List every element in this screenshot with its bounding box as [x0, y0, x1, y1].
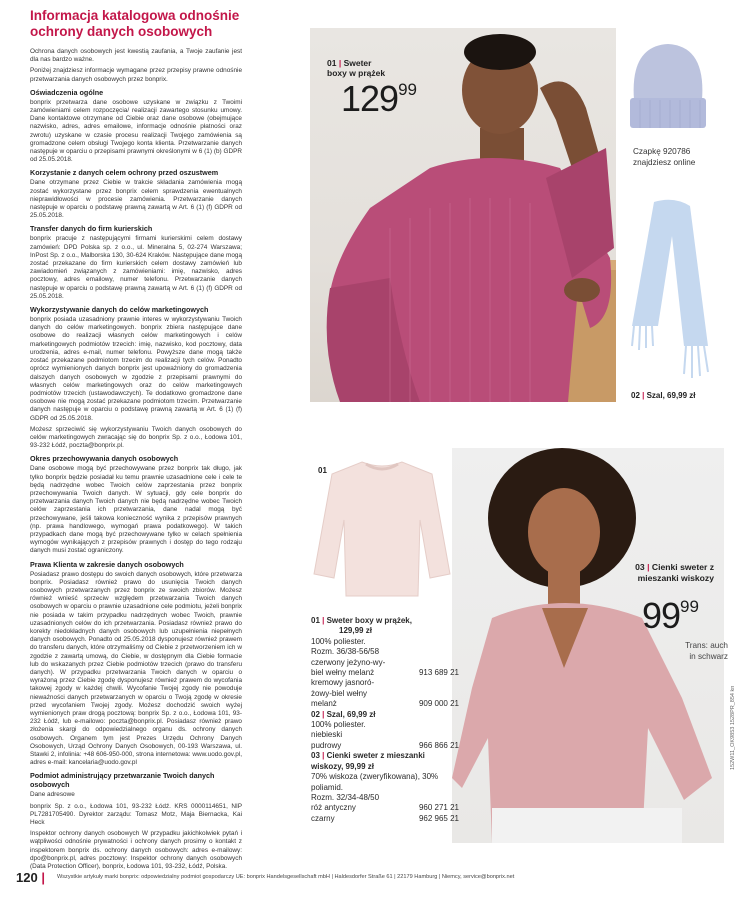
scarf-image	[624, 196, 724, 382]
item-title: Szal, 69,99 zł	[326, 709, 376, 719]
footer-legal-text: Wszystkie artykuły marki bonprix: odpowiedzialny podmiot gospodarczy UE: bonprix Handelsgesellschaft mbH | Haldesdorfer Straße 61 | 22179 Hamburg | Niemcy, service@bonprix.net	[56, 874, 515, 880]
item-number: 01	[311, 616, 320, 625]
section	[30, 803, 242, 828]
section-text: bonprix przetwarza dane osobowe uzyskane w związku z Twoimi zamówieniami celem rozpoczęcia/ realizacji zawartego stosunku umowy. Dane kontaktowe otrzymane od Ciebie oraz dane osobowe (obejmujące nazwisko, adres, adres emailowe, informacje odnośnie płatności oraz zwrotu) uzyskane w czasie procesu realizacji Twojego zamówienia są gromadzone celem obsługi Twojego konta klienta. Przetwarzanie danych następuje w oparciu o przepisami prawnymi określonymi w 6 (1) (b) GDPR od 25.05.2018.	[30, 98, 242, 164]
section	[30, 224, 242, 301]
item-sizes: Rozm. 32/34-48/50	[311, 792, 380, 802]
item-name: Sweter boxy w prążek	[327, 58, 386, 78]
item-sizes: Rozm. 36/38-56/58	[311, 647, 380, 657]
spec-item-heading: 01 | Sweter boxy w prążek,	[311, 616, 412, 625]
section	[30, 454, 242, 555]
item-title: Cienki sweter z mieszanki wiskozy, 99,99 zł	[311, 751, 425, 771]
item-material: 100% poliester.	[311, 636, 366, 646]
article-code: 909 000 21	[418, 699, 459, 709]
color-row	[311, 730, 459, 751]
section-text: Dane otrzymane przez Ciebie w trakcie składania zamówienia mogą zostać wykorzystane przez bonprix celem sprawdzenia ewentualnych nieprawidłowości w procesie zamówienia. Przetwarzanie danych następuje w oparciu o podstawę prawną zawartą w Art. 6 (1) (f) GDPR od 25.05.2018.	[30, 179, 242, 220]
price-cents: 99	[680, 597, 699, 616]
article-code: 960 271 21	[418, 803, 459, 813]
spec-item-heading: 02 | Szal, 69,99 zł	[311, 709, 376, 719]
section-text: Posiadasz prawo dostępu do swoich danych osobowych, które przetwarza bonprix. Posiadasz również prawo do usunięcia Twoich danych osobowych przetwarzanych przez bonprix ze swoich zbiorów. Możesz również wnieść sprzeciw względem przetwarzania Twoich danych osobowych w oparciu o prawnie uzasadnione cele podmiotu, jeżeli bonprix nie posiada w takim przypadku nadrzędnych wobec Twoich, prawnie uzasadnionych celów do ich przetwarzania. Posiadasz również prawo do korekty niedokładnych danych osobowych lub uzupełnienia niepełnych danych osobowych. Ponadto od 25.05.2018 dysponujesz również prawem do transferu danych, które otrzymaliśmy od Ciebie z przetworzeniem ich w zgodzie z zawartą umową, do Ciebie, w dostępnym dla Ciebie formacie lub do wskazanych przez Ciebie podmiotów trzecich (prawo do transferu danych). W przypadku przetwarzania Twoich danych w oparciu o wyrażoną przez Ciebie zgodę dysponujesz również prawem do wycofania takowej zgody w każdej chwili. Wycofanie Twojej zgody nie powoduje nieważności danych przetwarzanych w oparciu o Twoją zgodę w okresie przed wycofaniem Twojej zgody. Możesz dochodzić swoich wyżej wymienionych praw drogą pocztową: bonprix Sp. z o.o., Łodowa 101, 93-232 Łódź, lub e-mailowo: poczta@bonprix.pl. Posiadasz również prawo złożenia skargi do odpowiedzialnego organu ds. ochrony danych osobowych. Organem tym jest Prezes Urzędu Ochrony Danych Osobowych, Urząd Ochrony Danych Osobowych, 00-193 Warszawa, ul. Stawki 2, infolinia: +48 606-950-000, strona internetowa: www.uodo.gov.pl, adres e-mail: kancelaria@uodo.gov.pl	[30, 570, 242, 767]
pink-sweater-label: 01 | Sweter boxy w prążek	[327, 58, 386, 78]
article-code: 962 965 21	[418, 813, 459, 823]
price-main: 99	[642, 595, 681, 636]
spec-item-heading: 03 | Cienki sweter z mieszanki wiskozy, 99,99 zł	[311, 751, 425, 771]
color-name: niebieski pudrowy	[311, 730, 343, 750]
section	[30, 168, 242, 220]
item-number: 01	[327, 58, 337, 68]
article-code: 966 866 21	[418, 740, 459, 750]
product-specs	[311, 616, 459, 824]
section	[30, 305, 242, 423]
page-number: 120 |	[16, 869, 45, 885]
item-number: 02	[311, 709, 320, 719]
section-text: bonprix posiada uzasadniony prawnie interes w wykorzystywaniu Twoich danych do celów marketingowych. bonprix zbiera następujące dane osobowe do realizacji własnych celów marketingowych i celów marketingowych podmiotów trzecich: imię, nazwisko, kod pocztowy, data urodzenia, adres e-mail, numer telefonu. Powyższe dane mogą także zostać przekazane podmiotom trzecim do realizacji tych celów. Ponadto oprócz wymienionych danych bonprix jest upoważniony do gromadzenia dalszych danych osobowych w zgodzie z przepisami prawnymi do własnych celów marketingowych oraz do celów marketingowych podmiotów trzecich (ustawodawczych). Te dodatkowo gromadzone dane osobowe nie mogą zostać przekazane podmiotom trzecim. Przetwarzanie danych następuje w oparciu o podstawę prawną zawartą w Art. 6 (1) (f) GDPR od 25.05.2018.	[30, 316, 242, 422]
section	[30, 560, 242, 768]
section-heading: Okres przechowywania danych osobowych	[30, 454, 179, 464]
color-row	[311, 814, 459, 824]
item-number: 03	[311, 751, 320, 761]
price-cents: 99	[398, 80, 417, 99]
price-main: 129	[341, 78, 399, 119]
section-heading: Podmiot administrujący przetwarzanie Twoich danych osobowych	[30, 771, 215, 790]
hair	[464, 34, 536, 70]
item-price: 129,99 zł	[339, 626, 372, 636]
color-name: róż antyczny	[311, 803, 356, 813]
section-text: bonprix pracuje z następującymi firmami kurierskimi celem dostawy zamówień: DPD Polska sp. z o.o., ul. Mineralna 5, 02-274 Warszawa; InPost Sp. z o.o., Malborska 130, 30-624 Kraków. Następujące dane mogą zostać przekazane do firm kurierskich celem dostawy zamówień lub zawiadomień związanych z zamówieniami: imię, nazwisko, adres pocztowy, adres emailowy, numer telefonu. Przetwarzanie danych następuje w oparciu o podstawę prawną zawartą w Art. 6 (1) (f) GDPR od 25.05.2018.	[30, 235, 242, 300]
catalog-code: 152W11_OK9853 1528PR_854 kn	[730, 685, 736, 770]
item-number: 02	[631, 391, 640, 400]
item-name: Szal, 69,99 zł	[646, 391, 696, 400]
item-title: Sweter boxy w prążek,	[326, 616, 412, 625]
translation-note: Trans: auch in schwarz	[685, 641, 728, 661]
face	[528, 488, 600, 576]
section	[30, 771, 242, 799]
item-name: Cienki sweter z mieszanki wiskozy	[637, 562, 714, 583]
page-title: Informacja katalogowa odnośnie ochrony danych osobowych	[30, 8, 240, 39]
section-heading: Transfer danych do firm kurierskich	[30, 224, 153, 234]
color-row	[311, 658, 459, 679]
section-heading: Korzystanie z danych celem ochrony przed oszustwem	[30, 168, 219, 178]
section	[30, 88, 242, 165]
item-material: 100% poliester.	[311, 720, 366, 730]
color-name: kremowy jasnoró-żowy-biel wełny melanż	[311, 678, 375, 709]
article-code: 913 689 21	[418, 668, 459, 678]
item-material: 70% wiskoza (zweryfikowana), 30% poliamid.	[311, 772, 439, 792]
section	[30, 830, 242, 871]
color-name: czarny	[311, 813, 335, 823]
section-text: Możesz sprzeciwić się wykorzystywaniu Twoich danych osobowych do celów marketingowych zwracając się do bonprix Sp. z o.o., Łodowa 101, 93-232 Łódź, poczta@bonprix.pl.	[30, 425, 242, 450]
section	[30, 426, 242, 451]
privacy-info-column	[30, 8, 242, 871]
section-heading: Prawa Klienta w zakresie danych osobowych	[30, 559, 184, 569]
item-number: 03	[635, 562, 645, 572]
rose-sweater-label: 03 | Cienki sweter z mieszanki wiskozy	[635, 562, 714, 583]
page-footer	[16, 868, 736, 886]
flatlay-label: 01	[318, 466, 327, 475]
scarf-label: 02 | Szal, 69,99 zł	[631, 391, 696, 400]
intro-paragraph: Poniżej znajdziesz informacje wymagane przez przepisy prawne odnośnie przetwarzania danych osobowych przez bonprix.	[30, 67, 242, 83]
intro-paragraph: Ochrona danych osobowych jest kwestią zaufania, a Twoje zaufanie jest dla nas bardzo ważne.	[30, 48, 242, 64]
section-text: bonprix Sp. z o.o., Łodowa 101, 93-232 Łódź. KRS 0000114651, NIP PL7281705490. Dyrektor zarządu: Tomasz Motz, Maja Biernacka, Kai Heck	[30, 802, 242, 827]
section-heading: Oświadczenia ogólne	[30, 87, 104, 97]
rose-sweater	[452, 603, 712, 843]
intro	[30, 48, 242, 84]
section-text: Dane osobowe mogą być przechowywane przez bonprix tak długo, jak tylko bonprix będzie posiadał ku temu prawnie uzasadnione cele i cele te będą nadrzędne wobec Twoich celów zaprzestania przez bonprix przechowywania Twoich danych. W sytuacji, gdy cele bonprix do przetwarzania danych Twoich danych nie będą nadrzędne wobec Twoich celów zaprzestania ich przetwarzania, dane nadal mogą być przechowywane, jeśli takowa konieczność wynika z przepisów prawnych (np. prawa handlowego, wymogań prawa podatkowego). W takich przypadkach dane mogą być przechowywane tylko w celach spełnienia wymogów wynikających z przepisów prawnych i dostęp do tego rodzaju danych musi zostać ograniczony.	[30, 465, 242, 555]
section-text: Dane adresowe	[30, 791, 75, 799]
color-row	[311, 678, 459, 709]
cream-sweater-flatlay	[312, 450, 452, 614]
section-heading: Wykorzystywanie danych do celów marketingowych	[30, 305, 209, 315]
section-text: Inspektor ochrony danych osobowych W przypadku jakichkolwiek pytań i wątpliwości odnośnie prywatności i ochrony danych prosimy o kontakt z inspektorem bonprix ds. ochrony danych osobowych: adres e-mailowy: dpo@bonprix.pl, adres pocztowy: Inspektor ochrony danych osobowych (Data Protection Officer), bonprix, Łodowa 101, 93-232, Łódź, Polska.	[30, 830, 242, 871]
color-row	[311, 803, 459, 813]
hat-caption: Czapkę 920786 znajdziesz online	[633, 147, 696, 167]
pink-sweater-price	[341, 78, 417, 120]
beanie-hat-image	[620, 38, 716, 138]
rose-sweater-price	[642, 595, 699, 637]
color-name: czerwony jeżyno-wy-biel wełny melanż	[311, 657, 386, 678]
